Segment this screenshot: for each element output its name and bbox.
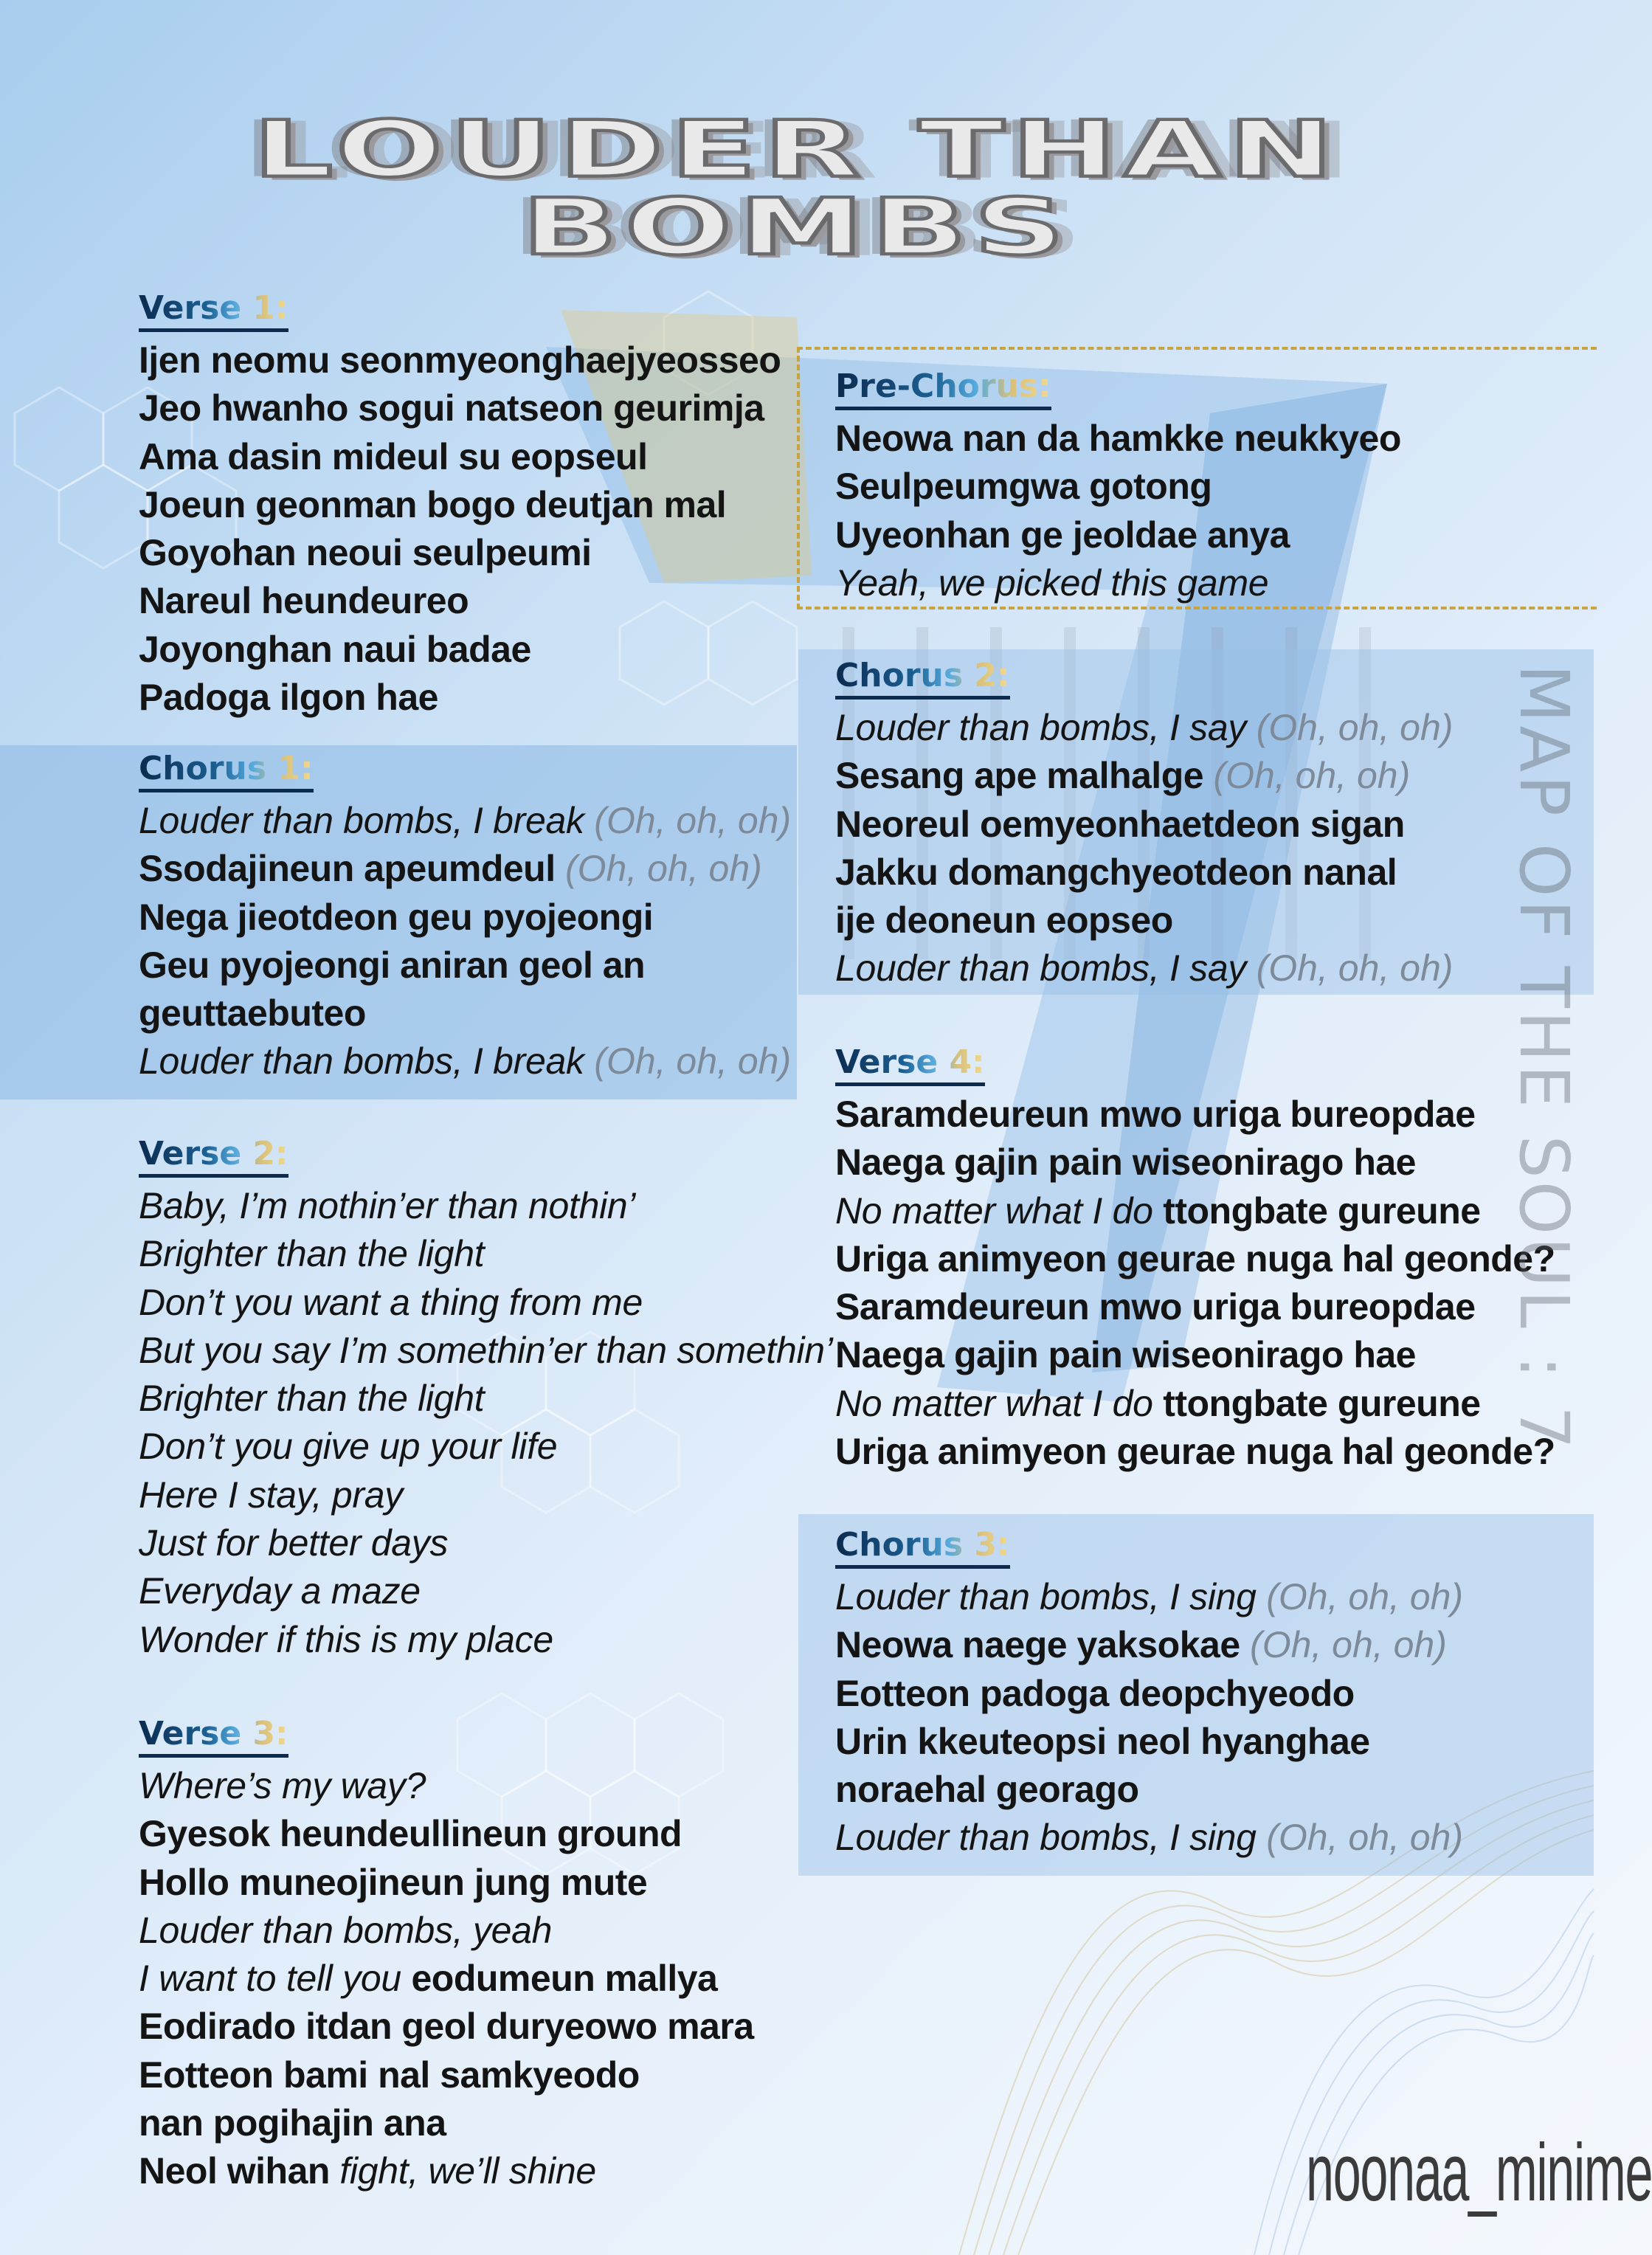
- lyric-line: [139, 2003, 754, 2051]
- lyric-text: Brighter than the light: [139, 1233, 485, 1275]
- lyric-text: Saramdeureun mwo uriga bureopdae: [835, 1094, 1476, 1135]
- lyric-text: Brighter than the light: [139, 1378, 485, 1420]
- lyric-text: geuttaebuteo: [139, 992, 366, 1035]
- section-chorus3: [835, 1526, 1463, 1862]
- song-title: LOUDER THAN BOMBS: [252, 104, 1341, 273]
- lyric-text: noraehal georago: [835, 1769, 1139, 1811]
- lyric-line: [139, 845, 791, 893]
- section-heading: Chorus 1:: [139, 750, 314, 792]
- lyric-text: Gyesok heundeullineun ground: [139, 1813, 682, 1855]
- lyric-text: Eotteon padoga deopchyeodo: [835, 1672, 1355, 1714]
- lyric-line: [835, 704, 1453, 752]
- lyric-text: Jeo hwanho sogui natseon geurimja: [139, 387, 764, 429]
- lyric-line: [835, 801, 1453, 849]
- lyric-lines: [139, 797, 791, 1086]
- lyric-line: [139, 336, 781, 384]
- lyric-text: Louder than bombs, I break: [139, 800, 595, 841]
- lyric-line: [139, 481, 781, 529]
- section-heading: Verse 3:: [139, 1715, 288, 1758]
- lyric-text: But you say I’m somethin’er than somethin’: [139, 1329, 833, 1371]
- lyric-text: Ama dasin mideul su eopseul: [139, 435, 648, 477]
- lyric-text: Ssodajineun apeumdeul: [139, 848, 565, 890]
- section-heading: Verse 2:: [139, 1135, 288, 1178]
- lyric-line: [139, 384, 781, 432]
- section-prechorus: [835, 367, 1401, 607]
- lyric-text: Baby, I’m nothin’er than nothin’: [139, 1185, 636, 1226]
- lyric-text: Jakku domangchyeotdeon nanal: [835, 851, 1397, 893]
- section-verse3: [139, 1715, 754, 2196]
- lyric-lines: [139, 1182, 833, 1664]
- lyric-line: [835, 463, 1401, 511]
- lyric-text: Ijen neomu seonmyeonghaejyeosseo: [139, 339, 781, 381]
- lyric-text: Goyohan neoui seulpeumi: [139, 532, 592, 574]
- ad-lib-text: (Oh, oh, oh): [1250, 1624, 1447, 1666]
- lyric-text: ije deoneun eopseo: [835, 899, 1173, 942]
- section-heading: Verse 1:: [139, 289, 288, 332]
- lyric-line: [835, 559, 1401, 607]
- lyric-text: Geu pyojeongi aniran geol an: [139, 944, 646, 986]
- creator-signature: noonaa_minime: [1306, 2127, 1652, 2218]
- ad-lib-text: (Oh, oh, oh): [1256, 707, 1454, 748]
- lyric-line: [139, 2147, 754, 2195]
- lyric-line: [139, 1907, 754, 1955]
- lyric-line: [139, 1567, 833, 1615]
- lyric-text: Urin kkeuteopsi neol hyanghae: [835, 1720, 1370, 1762]
- lyric-text: Naega gajin pain wiseonirago hae: [835, 1142, 1416, 1184]
- ad-lib-text: (Oh, oh, oh): [1266, 1817, 1464, 1859]
- lyric-line: [139, 1182, 833, 1230]
- section-heading: Pre-Chorus:: [835, 367, 1051, 410]
- lyric-line: [835, 1621, 1463, 1669]
- lyric-line: [835, 1718, 1463, 1766]
- lyric-lines: [139, 336, 781, 722]
- section-verse2: [139, 1135, 833, 1664]
- lyric-line: [835, 752, 1453, 800]
- lyric-text: Louder than bombs, I say: [835, 947, 1257, 990]
- lyric-text: Wonder if this is my place: [139, 1618, 553, 1660]
- lyric-text: Saramdeureun mwo uriga bureopdae: [835, 1286, 1476, 1328]
- lyric-line: [139, 894, 791, 942]
- lyric-line: [835, 1766, 1463, 1814]
- lyric-text: Uriga animyeon geurae nuga hal geonde?: [835, 1237, 1555, 1280]
- lyric-line: [835, 945, 1453, 992]
- lyric-text: Don’t you give up your life: [139, 1426, 558, 1468]
- lyric-line: [139, 577, 781, 625]
- lyric-line: [139, 1955, 754, 2003]
- lyric-text: Neowa nan da hamkke neukkyeo: [835, 418, 1401, 459]
- lyric-text: Padoga ilgon hae: [139, 677, 438, 719]
- lyric-text: Uriga animyeon geurae nuga hal geonde?: [835, 1431, 1555, 1473]
- lyric-line: [835, 415, 1401, 463]
- lyric-text: Sesang ape malhalge: [835, 755, 1214, 797]
- lyric-line: [139, 1616, 833, 1664]
- lyric-text: Don’t you want a thing from me: [139, 1281, 643, 1323]
- lyric-text: I want to tell you: [139, 1958, 412, 2000]
- lyric-text: nan pogihajin ana: [139, 2102, 446, 2144]
- lyric-line: [835, 1814, 1463, 1862]
- lyric-line: [139, 1037, 791, 1085]
- section-heading: Chorus 3:: [835, 1526, 1010, 1569]
- lyric-text: Eotteon bami nal samkyeodo: [139, 2054, 640, 2096]
- lyric-line: [139, 626, 781, 674]
- lyric-line: [139, 942, 791, 990]
- lyric-line: [139, 1423, 833, 1471]
- lyric-text: Nega jieotdeon geu pyojeongi: [139, 896, 654, 938]
- section-heading: Verse 4:: [835, 1043, 985, 1086]
- lyric-text: No matter what I do: [835, 1189, 1164, 1232]
- lyric-text: Neoreul oemyeonhaetdeon sigan: [835, 803, 1405, 845]
- lyric-text: Hollo muneojineun jung mute: [139, 1861, 648, 1903]
- lyric-lines: [835, 704, 1453, 993]
- lyric-text: Louder than bombs, I sing: [835, 1817, 1267, 1859]
- ad-lib-text: (Oh, oh, oh): [1266, 1576, 1464, 1617]
- lyric-text: Neowa naege yaksokae: [835, 1624, 1251, 1666]
- section-verse1: [139, 289, 781, 722]
- lyric-line: [835, 1573, 1463, 1621]
- lyric-text: No matter what I do: [835, 1382, 1164, 1424]
- lyric-line: [835, 897, 1453, 945]
- lyric-lines: [835, 1573, 1463, 1862]
- ad-lib-text: (Oh, oh, oh): [594, 800, 792, 841]
- section-chorus2: [835, 657, 1453, 993]
- section-heading: Chorus 2:: [835, 657, 1010, 700]
- lyric-line: [139, 1375, 833, 1423]
- lyric-line: [139, 2051, 754, 2099]
- lyric-text: Naega gajin pain wiseonirago hae: [835, 1334, 1416, 1376]
- lyric-line: [139, 1810, 754, 1858]
- lyric-line: [835, 511, 1401, 559]
- ad-lib-text: (Oh, oh, oh): [565, 848, 762, 890]
- lyric-text: Louder than bombs, I break: [139, 1040, 595, 1082]
- lyric-text: Where’s my way?: [139, 1765, 426, 1806]
- lyric-text: Just for better days: [139, 1522, 449, 1564]
- lyric-line: [835, 1670, 1463, 1718]
- lyric-line: [139, 1519, 833, 1567]
- lyric-text: Joeun geonman bogo deutjan mal: [139, 483, 727, 525]
- ad-lib-text: (Oh, oh, oh): [594, 1040, 792, 1082]
- lyric-text: Uyeonhan ge jeoldae anya: [835, 514, 1290, 556]
- lyric-line: [139, 1471, 833, 1519]
- lyric-text: eodumeun mallya: [411, 1958, 718, 2000]
- lyric-text: Eodirado itdan geol duryeowo mara: [139, 2006, 754, 2048]
- lyric-line: [139, 1279, 833, 1327]
- lyric-text: Here I stay, pray: [139, 1474, 403, 1516]
- ad-lib-text: (Oh, oh, oh): [1213, 755, 1411, 797]
- lyric-line: [139, 433, 781, 481]
- lyric-text: Seulpeumgwa gotong: [835, 466, 1212, 508]
- section-chorus1: [139, 750, 791, 1086]
- album-side-text: MAP OF THE SOUL : 7: [1504, 664, 1583, 1452]
- lyric-line: [139, 674, 781, 722]
- lyric-line: [139, 1859, 754, 1907]
- lyric-text: Yeah, we picked this game: [835, 562, 1269, 604]
- lyric-text: fight, we’ll shine: [339, 2150, 596, 2192]
- lyric-text: Louder than bombs, yeah: [139, 1909, 553, 1951]
- lyric-text: Louder than bombs, I say: [835, 707, 1257, 748]
- lyric-line: [139, 529, 781, 577]
- lyric-line: [139, 797, 791, 845]
- lyric-line: [139, 1762, 754, 1810]
- lyric-lines: [835, 415, 1401, 607]
- lyric-line: [835, 849, 1453, 897]
- lyric-line: [139, 2099, 754, 2147]
- lyric-text: Nareul heundeureo: [139, 580, 469, 622]
- lyric-line: [139, 990, 791, 1037]
- lyric-text: Everyday a maze: [139, 1570, 421, 1612]
- lyric-lines: [139, 1762, 754, 2196]
- ad-lib-text: (Oh, oh, oh): [1256, 947, 1454, 990]
- lyric-line: [139, 1327, 833, 1375]
- lyric-text: Joyonghan naui badae: [139, 628, 531, 670]
- lyric-text: ttongbate gureune: [1163, 1189, 1481, 1232]
- lyric-text: ttongbate gureune: [1163, 1382, 1481, 1424]
- lyric-line: [139, 1230, 833, 1278]
- lyric-text: Neol wihan: [139, 2150, 340, 2192]
- lyric-text: Louder than bombs, I sing: [835, 1576, 1267, 1617]
